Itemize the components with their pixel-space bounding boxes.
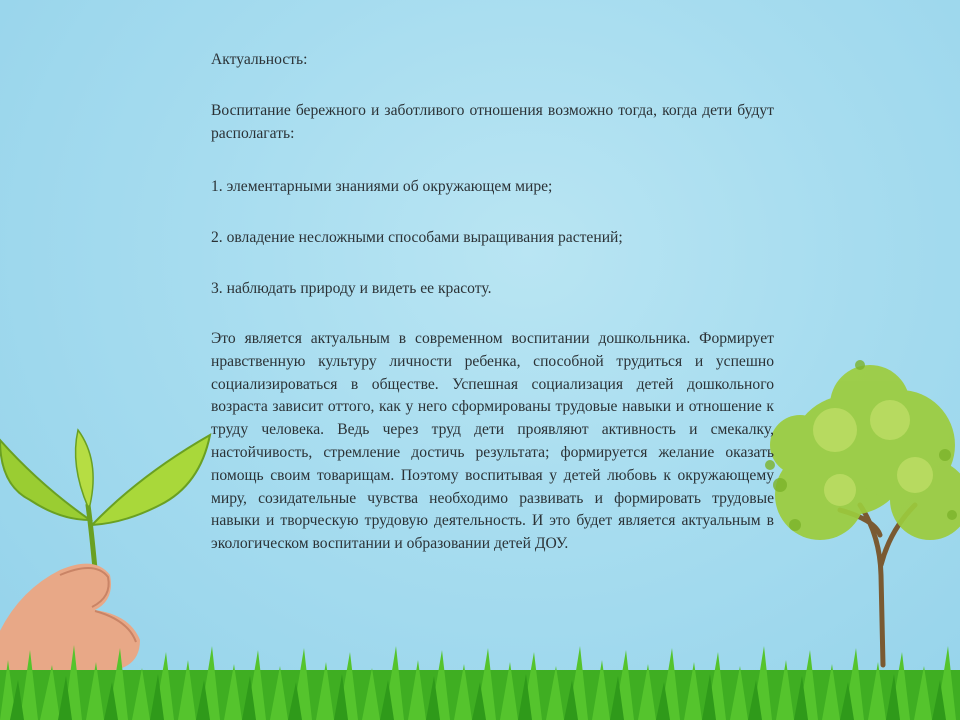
grass-illustration bbox=[0, 640, 960, 720]
list-item-1: 1. элементарными знаниями об окружающем мире; bbox=[211, 178, 553, 195]
list-item-3: 3. наблюдать природу и видеть ее красоту. bbox=[211, 280, 492, 297]
intro-paragraph: Воспитание бережного и заботливого отношения возможно тогда, когда дети будут располагать: bbox=[211, 102, 774, 142]
text-block bbox=[211, 48, 774, 556]
list-item-2: 2. овладение несложными способами выращивания растений; bbox=[211, 229, 623, 246]
body-paragraph: Это является актуальным в современном воспитании дошкольника. Формирует нравственную культуру личности ребенка, способной трудиться и успешно социализироваться в обществе. Успешная социализация детей дошкольного возраста зависит оттого, как у него сформированы трудовые навыки и отношение к труду человека. Ведь через труд дети проявляют активность и смекалку, настойчивость, стремление достичь результата; формируется желание оказать помощь своим товарищам. Поэтому воспитывая у детей любовь к окружающему миру, созидательные чувства необходимо развивать и формировать трудовые навыки и творческую трудовую деятельность. И это будет является актуальным в экологическом воспитании и образовании детей ДОУ. bbox=[211, 330, 774, 553]
slide-heading: Актуальность: bbox=[211, 51, 308, 68]
